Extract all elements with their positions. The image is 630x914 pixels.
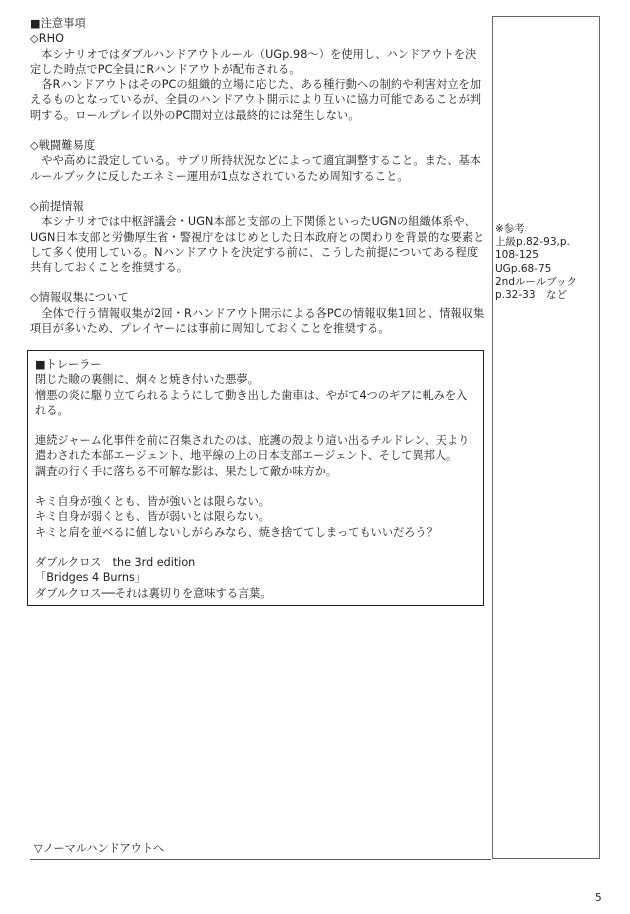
sidebar-margin — [492, 16, 600, 859]
trailer-line: 調査の行く手に落ちる不可解な影は、果たして敵か味方か。 — [35, 464, 338, 478]
reference-note — [495, 223, 599, 302]
premise-paragraph: 本シナリオでは中枢評議会・UGN本部と支部の上下関係といったUGNの組織体系や、UGN日本支部と労働厚生省・警視庁をはじめとした日本政府との関わりを背景的な要素として多く使用している。Nハンドアウトを決定する前に、こうした前提についてある程度共有しておくことを推奨する。 — [30, 215, 485, 275]
trailer-line: 連続ジャーム化事件を前に召集されたのは、庇護の殻より這い出るチルドレン、天より遣わされた本部エージェント、地平線の上の日本支部エージェント、そして異邦人。 — [35, 434, 470, 463]
bottom-divider — [30, 859, 491, 860]
info-paragraph: 全体で行う情報収集が2回・Rハンドアウト開示による各PCの情報収集1回と、情報収集項目が多いため、プレイヤーには事前に周知しておくことを推奨する。 — [30, 306, 485, 336]
notes-heading: ■注意事項 — [30, 17, 86, 30]
notes-section — [30, 16, 486, 336]
difficulty-paragraph: やや高めに設定している。サプリ所持状況などによって適宜調整すること。また、基本ルールブックに反したエネミー運用が1点なされているため周知すること。 — [30, 154, 482, 183]
trailer-line: 閉じた瞼の裏側に、炯々と焼き付いた悪夢。 — [35, 373, 259, 387]
normal-handout-link[interactable]: ▽ノーマルハンドアウトへ — [34, 842, 165, 855]
trailer-line: キミ自身が弱くとも、皆が弱いとは限らない。 — [35, 510, 270, 524]
reference-line: 上級p.82-93,p. — [495, 236, 570, 249]
reference-line: 108-125 — [495, 249, 539, 262]
reference-line: 2ndルールブック — [495, 275, 578, 288]
trailer-box — [27, 350, 484, 606]
reference-heading: ※参考 — [495, 223, 525, 235]
rho-title: ◇RHO — [30, 32, 64, 46]
info-title: ◇情報収集について — [30, 291, 129, 305]
page-number: 5 — [595, 892, 602, 904]
trailer-line: キミと肩を並べるに値しないしがらみなら、焼き捨ててしまってもいいだろう？ — [35, 525, 438, 539]
difficulty-title: ◇戦闘難易度 — [30, 139, 96, 153]
rho-paragraph-2: 各RハンドアウトはそのPCの組織的立場に応じた、ある種行動への制約や利害対立を加えるものとなっているが、全員のハンドアウト開示により互いに協力可能であることが判明する。ロールプレイ以外のPC間対立は最終的には発生しない。 — [30, 78, 482, 122]
trailer-line: ダブルクロス──それは裏切りを意味する言葉。 — [35, 586, 272, 600]
premise-title: ◇前提情報 — [30, 199, 84, 213]
trailer-line: ダブルクロス the 3rd edition — [35, 555, 196, 569]
trailer-line: 憎悪の炎に駆り立てられるようにして動き出した歯車は、やがて4つのギアに軋みを入れる。 — [35, 388, 468, 417]
trailer-line: 「Bridges 4 Burns」 — [35, 571, 146, 585]
rho-paragraph-1: 本シナリオではダブルハンドアウトルール（UGp.98〜）を使用し、ハンドアウトを決定した時点でPC全員にRハンドアウトが配布される。 — [30, 47, 477, 76]
trailer-line: キミ自身が強くとも、皆が強いとは限らない。 — [35, 495, 270, 509]
reference-line: p.32-33 など — [495, 289, 568, 302]
trailer-heading: ■トレーラー — [35, 358, 102, 371]
reference-line: UGp.68-75 — [495, 262, 552, 275]
